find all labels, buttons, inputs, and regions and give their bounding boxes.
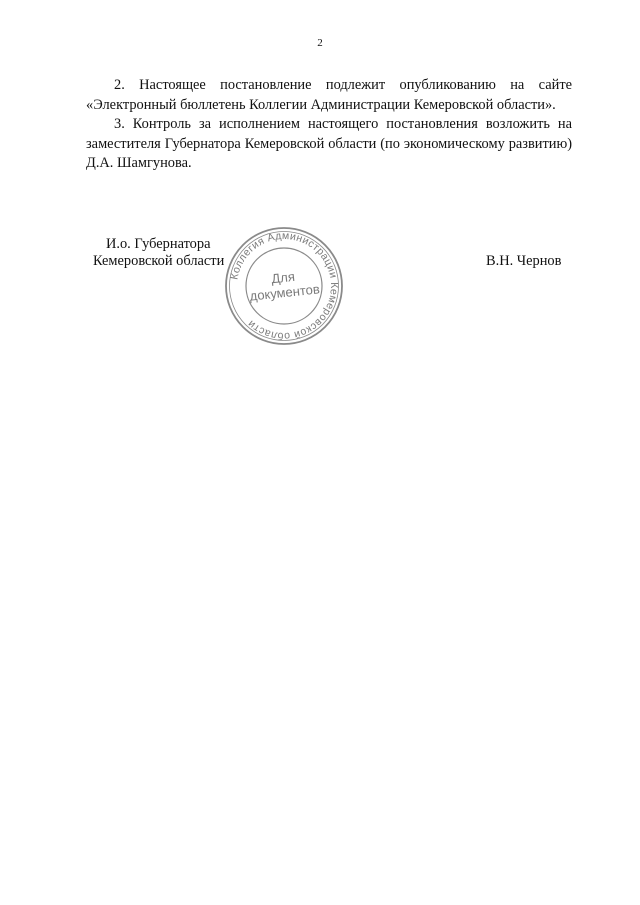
stamp-center-line2: документов: [248, 281, 321, 304]
stamp-ring-text: Коллегия Администрации Кемеровской области: [228, 229, 341, 343]
stamp-seal: [222, 224, 346, 348]
signatory-name: В.Н. Чернов: [486, 253, 562, 269]
page-number: 2: [317, 37, 323, 49]
signatory-title: И.о. Губернатора: [106, 236, 211, 252]
stamp-center-line1: Для: [270, 268, 296, 287]
signatory-region: Кемеровской области: [93, 253, 225, 269]
official-stamp: [222, 224, 346, 348]
document-body: [86, 76, 572, 174]
signature-block: [0, 229, 640, 366]
paragraph-control: 3. Контроль за исполнением настоящего постановления возложить на заместителя Губернатора Кемеровской области (по экономическому развитию) Д.А. Шамгунова.: [86, 116, 572, 171]
paragraph-publication: 2. Настоящее постановление подлежит опубликованию на сайте «Электронный бюллетень Коллегии Администрации Кемеровской области».: [86, 77, 572, 113]
